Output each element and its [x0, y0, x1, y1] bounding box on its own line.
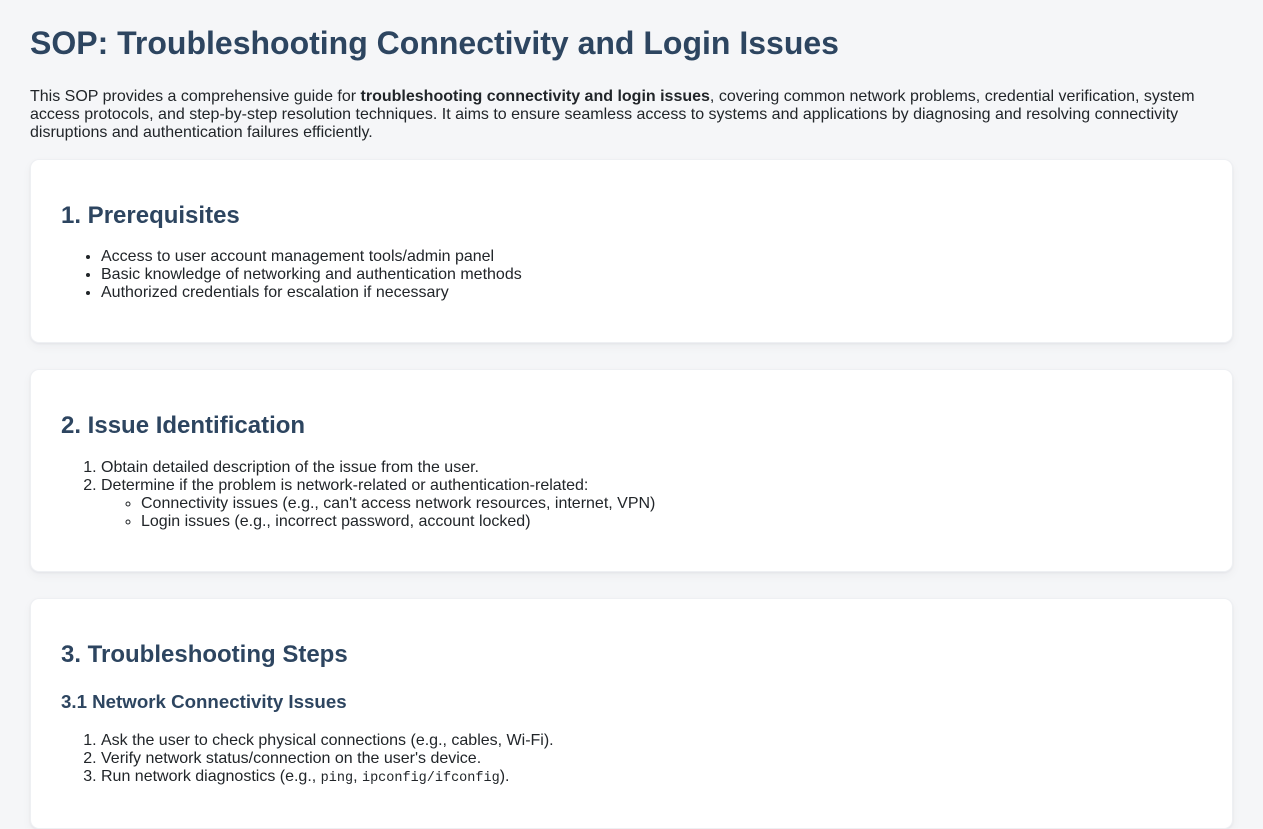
sop-document	[30, 25, 1233, 829]
list-item: • Authorized credentials for escalation if necessary	[101, 284, 1202, 302]
prerequisites-list	[61, 248, 1202, 302]
list-item-text: Run network diagnostics (e.g.,	[101, 768, 321, 786]
list-item: 1. Ask the user to check physical connections (e.g., cables, Wi-Fi).	[101, 732, 1202, 750]
network-connectivity-steps-list	[61, 732, 1202, 788]
intro-paragraph	[30, 88, 1233, 142]
subsection-heading-network-connectivity: 3.1 Network Connectivity Issues	[61, 690, 347, 712]
list-item-text: ).	[499, 768, 510, 786]
card-issue-identification	[30, 369, 1233, 572]
code-ipconfig-ifconfig: ipconfig/ifconfig	[361, 771, 500, 787]
list-item	[101, 768, 1202, 788]
code-ping: ping	[320, 771, 354, 787]
section-heading-issue-identification: 2. Issue Identification	[61, 412, 306, 440]
intro-text-after: , covering common network problems, credential verification, system access protocols, and step-by-step resolution techniques. It aims to ensure seamless access to systems and applications by diagnosing and resolving connectivity disruptions and authentication failures efficiently.	[30, 87, 1195, 141]
card-prerequisites	[30, 159, 1233, 344]
list-item: 1. Obtain detailed description of the issue from the user.	[101, 459, 1202, 477]
intro-text-before: This SOP provides a comprehensive guide for	[30, 87, 361, 105]
list-item-text: ,	[353, 768, 362, 786]
section-heading-prerequisites: 1. Prerequisites	[61, 201, 240, 229]
list-item-text: Determine if the problem is network-related or authentication-related:	[101, 476, 589, 494]
card-troubleshooting-steps	[30, 598, 1233, 829]
issue-identification-list	[61, 459, 1202, 531]
list-item: 2. Verify network status/connection on the user's device.	[101, 750, 1202, 768]
intro-text-bold: troubleshooting connectivity and login issues	[360, 87, 710, 105]
list-item	[101, 477, 1202, 531]
list-item: • Basic knowledge of networking and authentication methods	[101, 266, 1202, 284]
issue-type-sublist	[101, 495, 1202, 531]
list-subitem: ◦ Connectivity issues (e.g., can't access network resources, internet, VPN)	[141, 495, 1202, 513]
section-heading-troubleshooting-steps: 3. Troubleshooting Steps	[61, 640, 348, 668]
list-item: • Access to user account management tools/admin panel	[101, 248, 1202, 266]
list-subitem: ◦ Login issues (e.g., incorrect password, account locked)	[141, 513, 1202, 531]
page-title: SOP: Troubleshooting Connectivity and Login Issues	[30, 25, 839, 61]
